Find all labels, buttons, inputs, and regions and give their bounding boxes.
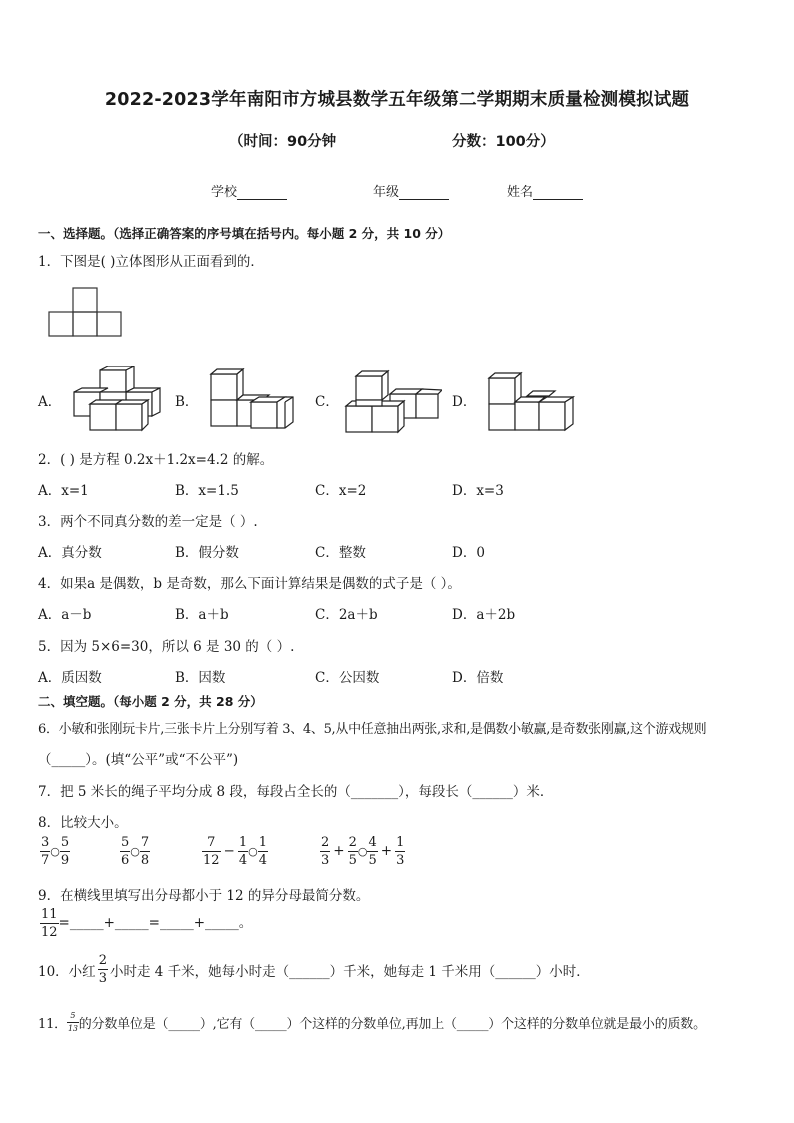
- compare-circle[interactable]: ○: [130, 845, 140, 858]
- fraction: $\frac{2}{3}$: [321, 835, 330, 868]
- school-field[interactable]: [211, 181, 287, 200]
- q11-text: 的分数单位是（_____）,它有（_____）个这样的分数单位,再加上（_____）个这样的分数单位就是最小的质数。: [78, 1017, 706, 1032]
- compare-a: [40, 836, 70, 867]
- q3-option-a[interactable]: A．真分数: [38, 545, 102, 561]
- cube-figure-d: [483, 370, 575, 434]
- q3-option-b[interactable]: B．假分数: [175, 545, 239, 561]
- question-10: [38, 954, 590, 985]
- q1-option-a[interactable]: A．: [38, 394, 62, 410]
- fraction: $\frac{2}{3}$: [98, 953, 107, 986]
- fraction: $\frac{7}{8}$: [140, 835, 150, 868]
- grade-field[interactable]: [373, 181, 449, 200]
- q5-option-a[interactable]: A．质因数: [38, 670, 102, 686]
- question-9: 9．在横线里填写出分母都小于 12 的异分母最简分数。: [38, 888, 370, 904]
- fraction: $\frac{1}{4}$: [258, 835, 268, 868]
- cube-figure-a: [70, 366, 162, 432]
- q5-option-c[interactable]: C．公因数: [315, 670, 380, 686]
- q2-option-a[interactable]: A．x=1: [38, 483, 89, 499]
- compare-circle[interactable]: ○: [50, 845, 60, 858]
- q5-option-b[interactable]: B．因数: [175, 670, 226, 686]
- q10-text: 小时走 4 千米，她每小时走（______）千米，她每走 1 千米用（______）小时．: [109, 963, 590, 980]
- grade-label: 年级: [373, 185, 400, 200]
- fraction: $\frac{5}{13}$: [67, 1011, 78, 1033]
- compare-circle[interactable]: ○: [248, 845, 258, 858]
- minus-sign: −: [223, 843, 235, 859]
- page-title: 2022-2023学年南阳市方城县数学五年级第二学期期末质量检测模拟试题: [104, 90, 690, 110]
- question-2: 2．( ) 是方程 0.2x＋1.2x=4.2 的解。: [38, 452, 274, 468]
- q3-option-c[interactable]: C．整数: [315, 545, 366, 561]
- fraction: $\frac{7}{12}$: [203, 835, 220, 868]
- fraction: $\frac{4}{5}$: [368, 835, 377, 868]
- fraction: $\frac{5}{6}$: [121, 835, 130, 868]
- fraction: $\frac{1}{3}$: [396, 835, 405, 868]
- q10-prefix: 10．小红: [38, 963, 96, 980]
- question-7: 7．把 5 米长的绳子平均分成 8 段，每段占全长的（_______），每段长（______）米．: [38, 784, 554, 800]
- plus-sign: +: [380, 843, 393, 859]
- fraction: $\frac{1}{4}$: [238, 835, 248, 868]
- q2-option-d[interactable]: D．x=3: [452, 483, 504, 499]
- exam-score: 分数：100分）: [452, 134, 555, 150]
- question-11: [38, 1012, 706, 1033]
- q11-prefix: 11．: [38, 1017, 67, 1032]
- equation-blanks[interactable]: =_____+_____=_____+_____。: [58, 915, 253, 931]
- compare-circle[interactable]: ○: [357, 845, 368, 858]
- q4-option-c[interactable]: C．2a＋b: [315, 607, 378, 623]
- q5-option-d[interactable]: D．倍数: [452, 670, 504, 686]
- cube-figure-b: [205, 368, 299, 430]
- school-blank[interactable]: [237, 185, 287, 200]
- question-9-equation: [40, 908, 252, 939]
- question-8: 8．比较大小。: [38, 815, 128, 831]
- fraction: $\frac{5}{9}$: [60, 835, 70, 868]
- compare-d: [320, 836, 405, 867]
- q1-option-d[interactable]: D．: [452, 394, 477, 410]
- question-1: 1．下图是( )立体图形从正面看到的．: [38, 254, 264, 270]
- section2-heading: 二、填空题。（每小题 2 分，共 28 分）: [38, 694, 263, 709]
- front-view-figure: [47, 287, 123, 343]
- q3-option-d[interactable]: D．0: [452, 545, 485, 561]
- school-label: 学校: [211, 185, 238, 200]
- question-6-line2: （_____）。(填“公平”或“不公平”): [38, 752, 239, 768]
- name-field[interactable]: [507, 181, 583, 200]
- cube-figure-c: [342, 368, 442, 434]
- q2-option-b[interactable]: B．x=1.5: [175, 483, 239, 499]
- q1-option-c[interactable]: C．: [315, 394, 339, 410]
- section1-heading: 一、选择题。（选择正确答案的序号填在括号内。每小题 2 分，共 10 分）: [38, 226, 451, 241]
- exam-time: （时间：90分钟: [229, 134, 337, 150]
- compare-b: [120, 836, 150, 867]
- name-blank[interactable]: [533, 185, 583, 200]
- fraction: $\frac{11}{12}$: [41, 907, 58, 940]
- q1-option-b[interactable]: B．: [175, 394, 199, 410]
- q4-option-a[interactable]: A．a－b: [38, 607, 92, 623]
- q4-option-d[interactable]: D．a＋2b: [452, 607, 516, 623]
- question-6-line1: 6．小敏和张刚玩卡片,三张卡片上分别写着 3、4、5,从中任意抽出两张,求和,是偶数小敏赢,是奇数张刚赢,这个游戏规则: [38, 722, 707, 737]
- fraction: $\frac{3}{7}$: [41, 835, 50, 868]
- question-3: 3．两个不同真分数的差一定是（ ）.: [38, 514, 258, 530]
- question-5: 5．因为 5×6=30，所以 6 是 30 的（ ）.: [38, 639, 295, 655]
- plus-sign: +: [333, 843, 345, 859]
- q2-option-c[interactable]: C．x=2: [315, 483, 367, 499]
- question-4: 4．如果a 是偶数，b 是奇数，那么下面计算结果是偶数的式子是（ ）。: [38, 576, 461, 592]
- q4-option-b[interactable]: B．a＋b: [175, 607, 229, 623]
- grade-blank[interactable]: [399, 185, 449, 200]
- compare-c: [202, 836, 268, 867]
- fraction: $\frac{2}{5}$: [348, 835, 357, 868]
- name-label: 姓名: [507, 185, 534, 200]
